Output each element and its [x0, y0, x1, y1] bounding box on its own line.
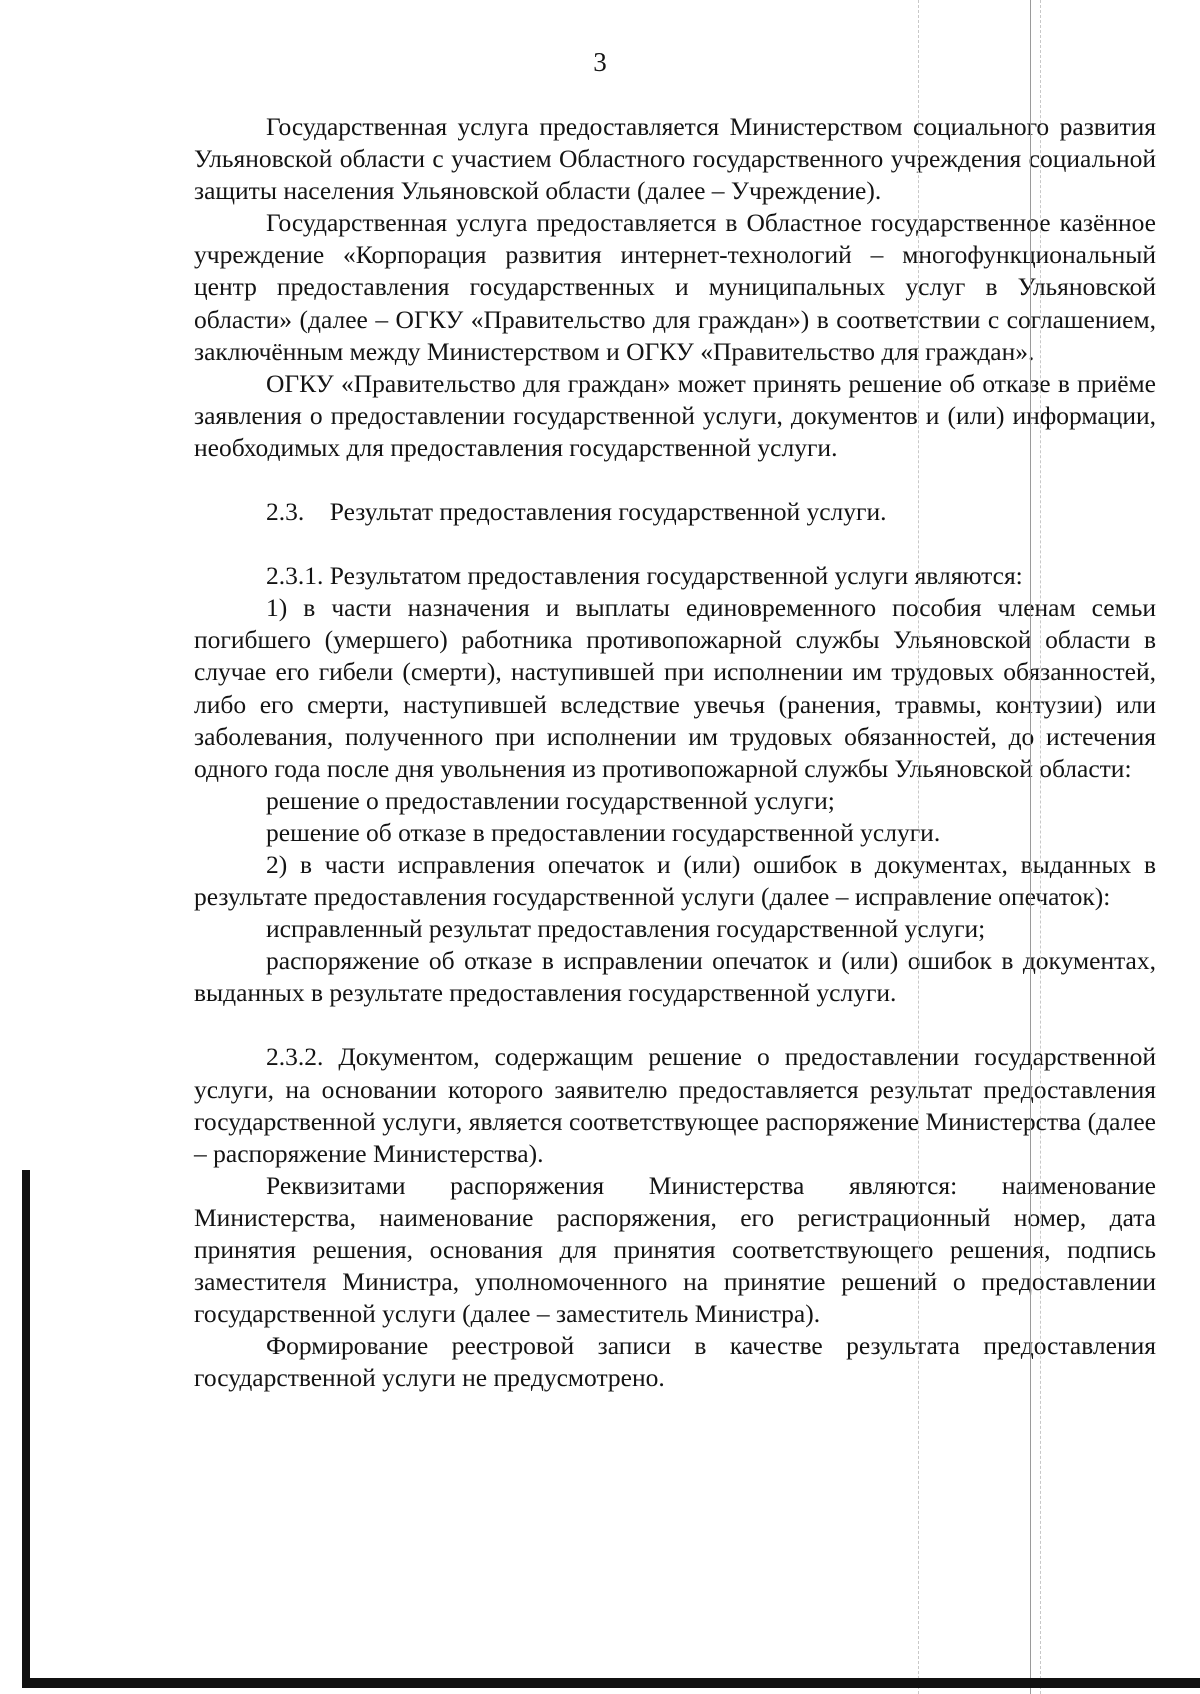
spacer	[194, 1009, 1156, 1041]
list-item: исправленный результат предоставления государственной услуги;	[266, 914, 986, 944]
scan-edge-bottom	[22, 1678, 1200, 1688]
section-heading: 2.3. Результат предоставления государственной услуги.	[266, 497, 887, 527]
scan-artifact-line	[918, 0, 919, 1694]
page-number: 3	[593, 47, 607, 77]
paragraph: 2.3.2. Документом, содержащим решение о предоставлении государственной услуги, на основании которого заявителю предоставляется результат предоставления государственной услуги, является соответствующее распоряжение Министерства (далее – распоряжение Министерства).	[194, 1042, 1156, 1168]
paragraph: ОГКУ «Правительство для граждан» может принять решение об отказе в приёме заявления о предоставлении государственной услуги, документов и (или) информации, необходимых для предоставления государственной услуги.	[194, 368, 1156, 462]
paragraph: Формирование реестровой записи в качестве результата предоставления государственной услуги не предусмотрено.	[194, 1331, 1156, 1393]
paragraph: 2) в части исправления опечаток и (или) ошибок в документах, выданных в результате предоставления государственной услуги (далее – исправление опечаток):	[194, 849, 1156, 912]
paragraph: Государственная услуга предоставляется в Областное государственное казённое учреждение «Корпорация развития интернет-технологий – многофункциональный центр предоставления государственных и муниципальных услуг в Ульяновской области» (далее – ОГКУ «Правительство для граждан») в соответствии с соглашением, заключённым между Министерством и ОГКУ «Правительство для граждан».	[194, 208, 1156, 366]
document-body	[194, 111, 1156, 1394]
scan-artifact-line	[1030, 0, 1031, 1694]
spacer	[194, 464, 1156, 496]
paragraph: Государственная услуга предоставляется Министерством социального развития Ульяновской области с участием Областного государственного учреждения социальной защиты населения Ульяновской области (далее – Учреждение).	[194, 112, 1156, 206]
paragraph: Реквизитами распоряжения Министерства являются: наименование Министерства, наименование распоряжения, его регистрационный номер, дата принятия решения, основания для принятия соответствующего решения, подпись заместителя Министра, уполномоченного на принятие решений о предоставлении государственной услуги (далее – заместитель Министра).	[194, 1170, 1156, 1329]
list-item: решение об отказе в предоставлении государственной услуги.	[266, 817, 941, 847]
spacer	[194, 528, 1156, 560]
scan-edge-left	[22, 1170, 30, 1688]
list-item: решение о предоставлении государственной услуги;	[266, 785, 835, 815]
paragraph: 1) в части назначения и выплаты единовременного пособия членам семьи погибшего (умершего) работника противопожарной службы Ульяновской области в случае его гибели (смерти), наступившей при исполнении им трудовых обязанностей, либо его смерти, наступившей вследствие увечья (ранения, травмы, контузии) или заболевания, полученного при исполнении им трудовых обязанностей, до истечения одного года после дня увольнения из противопожарной службы Ульяновской области:	[194, 593, 1156, 783]
paragraph: 2.3.1. Результатом предоставления государственной услуги являются:	[266, 561, 1023, 591]
scan-artifact-line	[1040, 0, 1041, 1694]
paragraph: распоряжение об отказе в исправлении опечаток и (или) ошибок в документах, выданных в результате предоставления государственной услуги.	[194, 946, 1156, 1008]
